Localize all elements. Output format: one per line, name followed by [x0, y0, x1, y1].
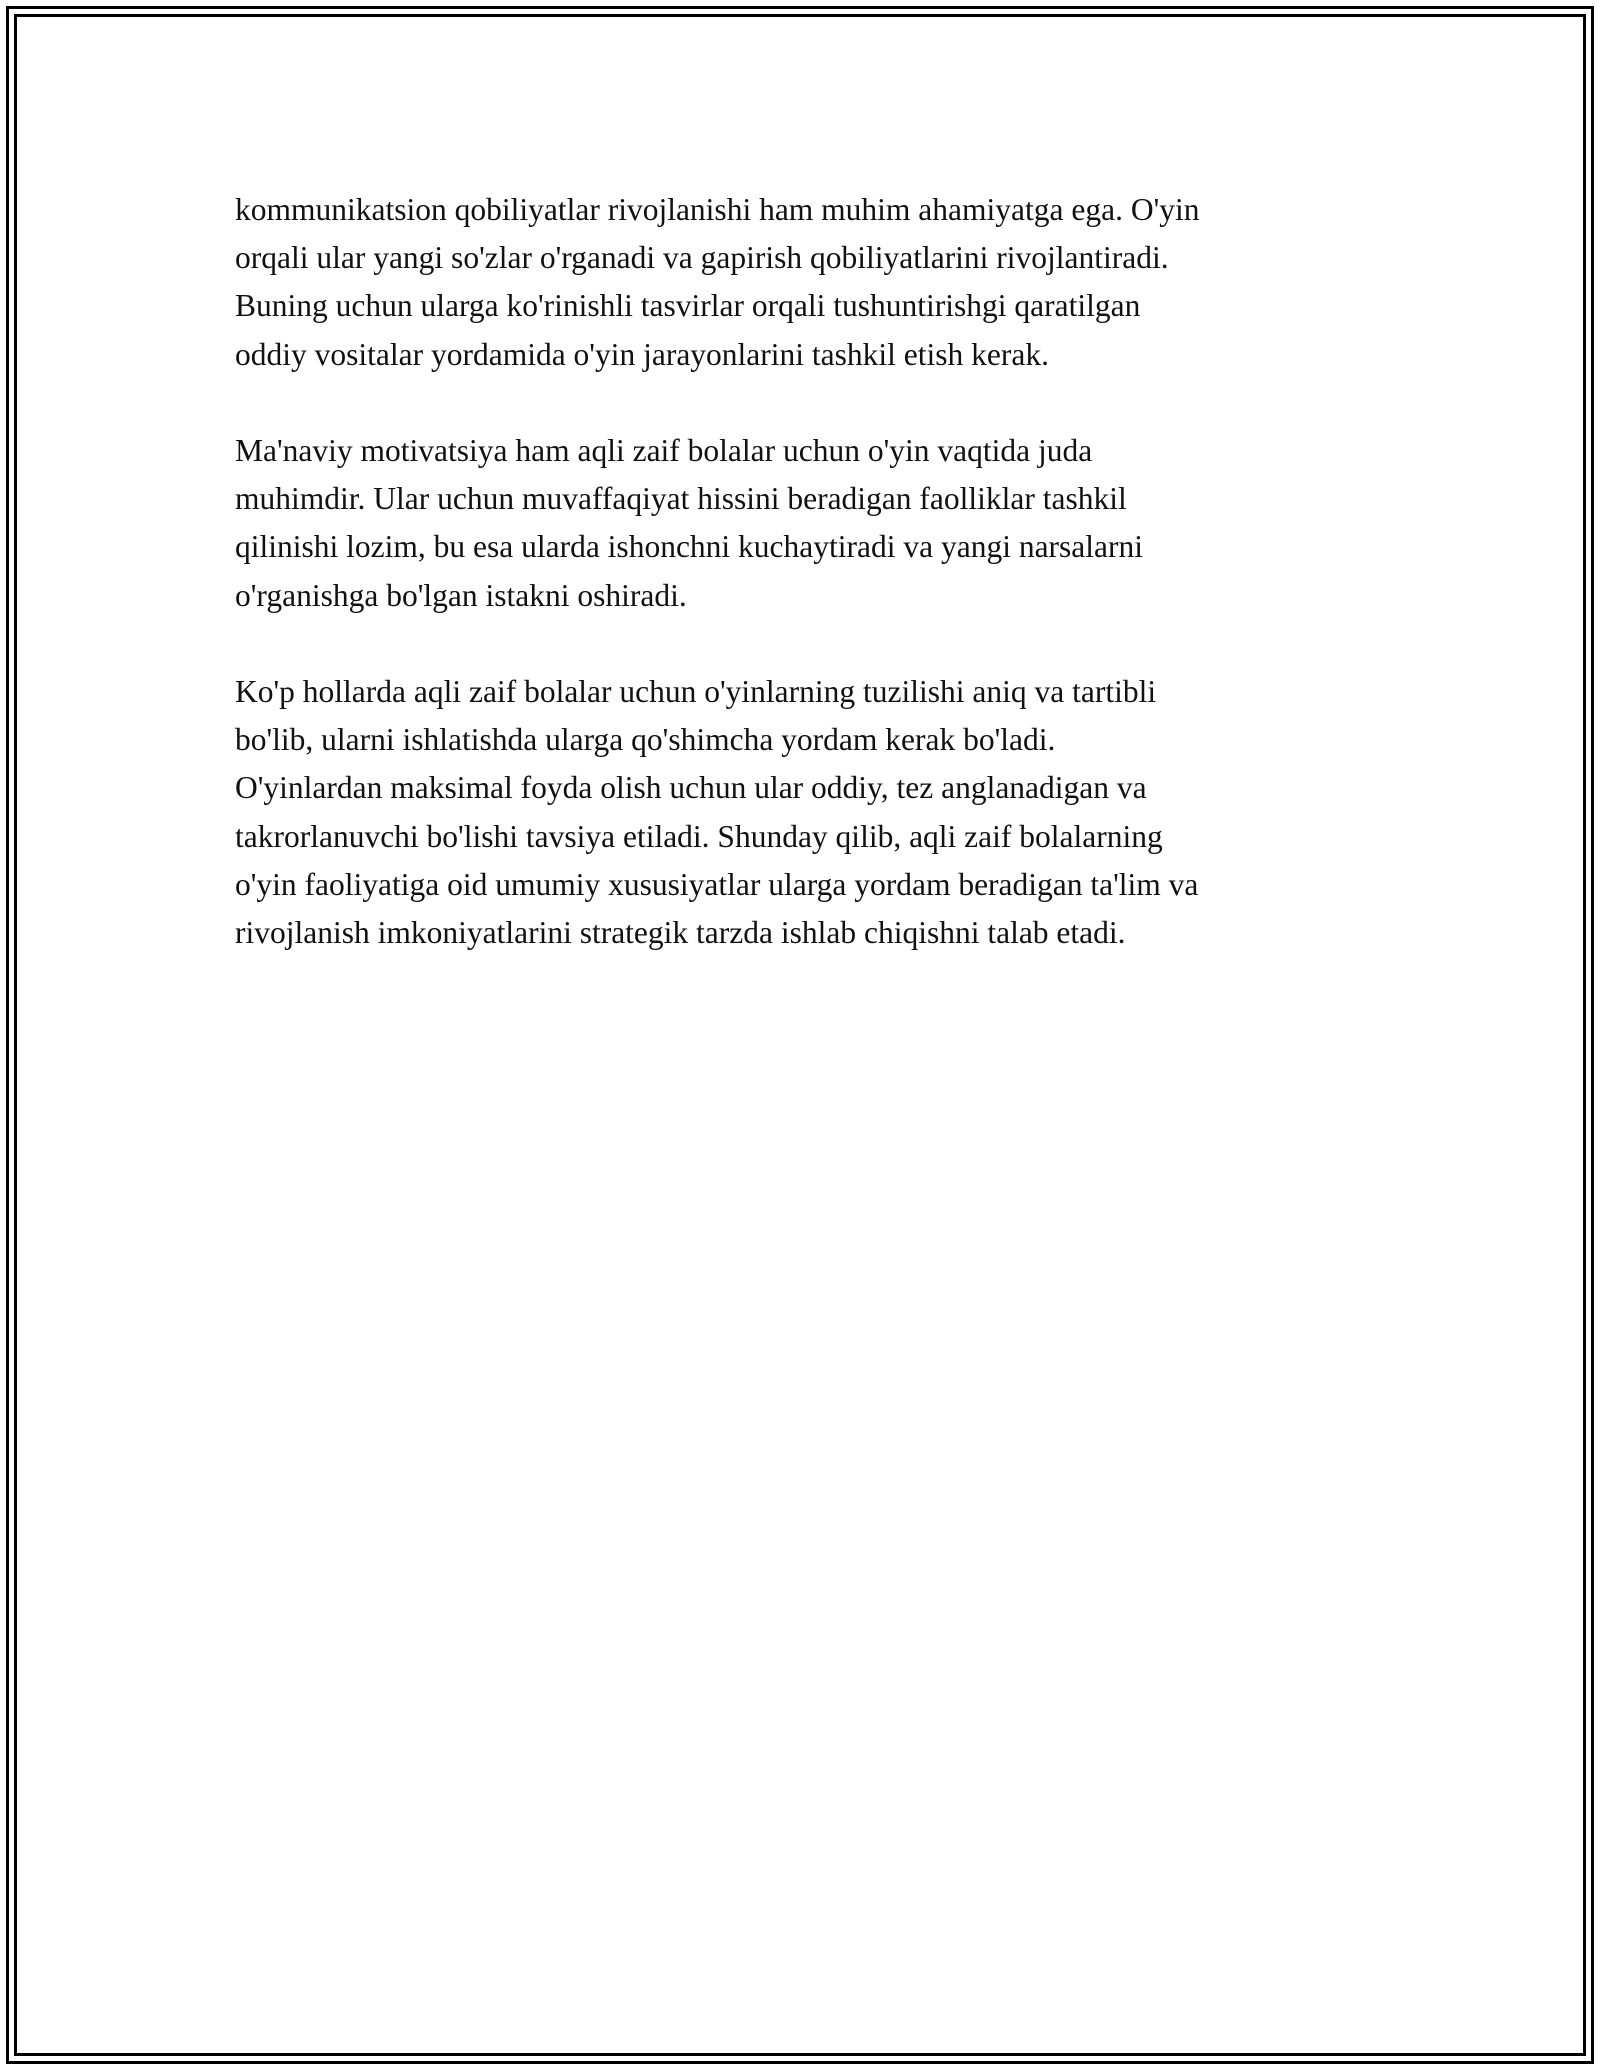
- text-line: Ma'naviy motivatsiya ham aqli zaif bolalar uchun o'yin vaqtida juda: [235, 433, 1093, 468]
- text-line: kommunikatsion qobiliyatlar rivojlanishi ham muhim ahamiyatga ega. O'yin: [235, 192, 1200, 227]
- paragraph-motivation: [235, 427, 1385, 620]
- text-line: qilinishi lozim, bu esa ularda ishonchni kuchaytiradi va yangi narsalarni: [235, 529, 1144, 565]
- paragraph-communication: [235, 186, 1385, 379]
- paragraph-game-structure: [235, 668, 1385, 957]
- text-line: o'yin faoliyatiga oid umumiy xususiyatlar ularga yordam beradigan ta'lim va: [235, 866, 1199, 902]
- text-line: o'rganishga bo'lgan istakni oshiradi.: [235, 577, 687, 613]
- text-line: orqali ular yangi so'zlar o'rganadi va gapirish qobiliyatlarini rivojlantiradi.: [235, 240, 1169, 276]
- text-line: Buning uchun ularga ko'rinishli tasvirlar orqali tushuntirishgi qaratilgan: [235, 288, 1141, 324]
- text-line: Ko'p hollarda aqli zaif bolalar uchun o'yinlarning tuzilishi aniq va tartibli: [235, 674, 1157, 709]
- text-line: oddiy vositalar yordamida o'yin jarayonlarini tashkil etish kerak.: [235, 336, 1049, 372]
- text-line: rivojlanish imkoniyatlarini strategik tarzda ishlab chiqishni talab etadi.: [235, 915, 1126, 951]
- text-line: takrorlanuvchi bo'lishi tavsiya etiladi. Shunday qilib, aqli zaif bolalarning: [235, 818, 1163, 854]
- text-line: muhimdir. Ular uchun muvaffaqiyat hissini beradigan faolliklar tashkil: [235, 481, 1127, 517]
- text-line: bo'lib, ularni ishlatishda ularga qo'shimcha yordam kerak bo'ladi.: [235, 722, 1056, 758]
- text-line: O'yinlardan maksimal foyda olish uchun ular oddiy, tez anglanadigan va: [235, 770, 1147, 806]
- document-body: [235, 186, 1385, 1005]
